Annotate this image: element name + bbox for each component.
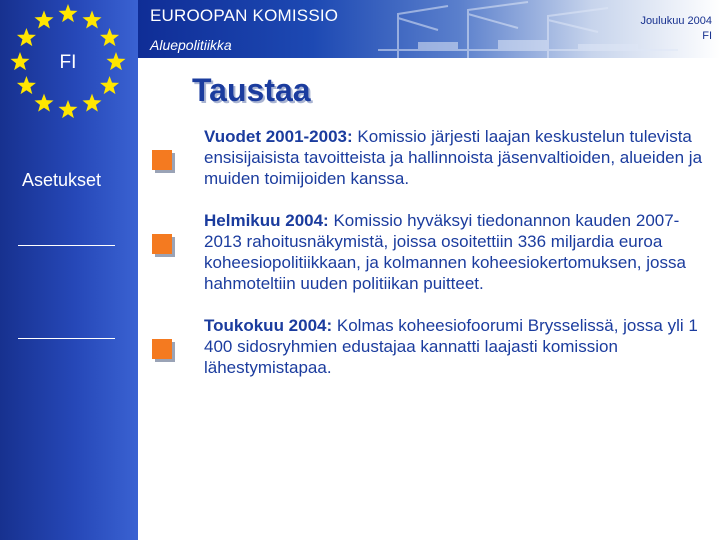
sidebar: [0, 0, 138, 540]
star-icon: [34, 10, 53, 28]
star-icon: [100, 76, 119, 94]
square-bullet-icon: [152, 339, 172, 359]
harbor-cranes-image: [378, 0, 678, 58]
bullet-item: [148, 210, 708, 294]
settings-link[interactable]: Asetukset: [22, 170, 102, 190]
bullet-lead: Vuodet 2001-2003:: [204, 127, 353, 146]
slide-title: Taustaa: [192, 72, 311, 108]
bullet-text: Komissio järjesti laajan keskustelun tulevista ensisijaisista tavoitteista ja hallinnoista jäsenvaltioiden, alueiden ja muiden toimijoiden kanssa.: [204, 127, 703, 188]
language-label: FI: [702, 30, 712, 42]
bullet-list: [148, 126, 708, 399]
bullet-text: Komissio hyväksyi tiedonannon kauden 2007-2013 rahoitusnäkymistä, joissa osoitettiin 336 miljardia euroa koheesiopolitiikkaan, ja kolmannen koheesiokertomuksen, jossa hahmoteltiin uuden politiikan puitteet.: [204, 211, 686, 293]
bullet-item: [148, 315, 708, 378]
bullet-item: [148, 126, 708, 189]
star-icon: [58, 4, 77, 22]
star-icon: [17, 28, 36, 46]
star-icon: [106, 52, 125, 70]
star-icon: [100, 28, 119, 46]
department-name: Aluepolitiikka: [150, 37, 232, 53]
date-stamp: [640, 14, 712, 44]
language-code: FI: [59, 52, 77, 73]
star-icon: [82, 10, 101, 28]
square-bullet-icon: [152, 150, 172, 170]
square-bullet-icon: [152, 234, 172, 254]
divider: [18, 245, 115, 246]
organization-name: EUROOPAN KOMISSIO: [150, 6, 339, 25]
bullet-lead: Helmikuu 2004:: [204, 211, 329, 230]
star-icon: [58, 100, 77, 118]
header-banner: [138, 0, 720, 58]
divider: [18, 338, 115, 339]
star-icon: [17, 76, 36, 94]
date-label: Joulukuu 2004: [640, 15, 712, 27]
bullet-lead: Toukokuu 2004:: [204, 316, 333, 335]
star-icon: [34, 94, 53, 112]
star-icon: [10, 52, 29, 70]
star-icon: [82, 94, 101, 112]
bullet-text: Kolmas koheesiofoorumi Brysselissä, jossa yli 1 400 sidosryhmien edustajaa kannatti laajasti komission lähestymistapaa.: [204, 316, 698, 377]
